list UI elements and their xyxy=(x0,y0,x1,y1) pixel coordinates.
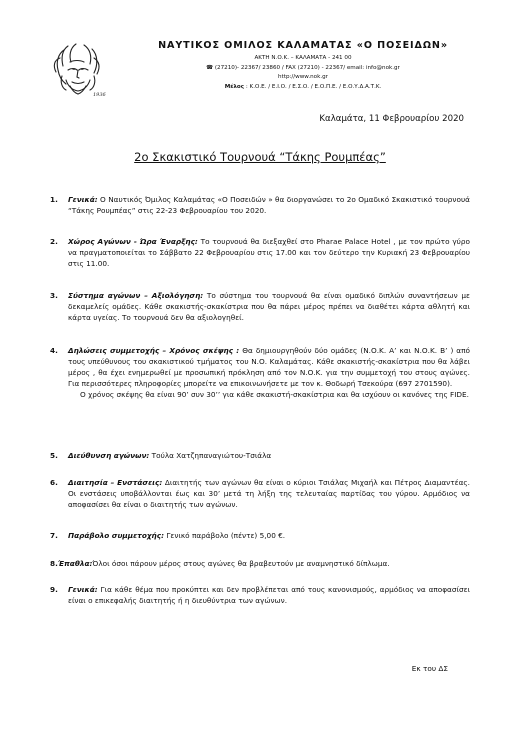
letterhead xyxy=(118,40,488,92)
section-venue-time xyxy=(50,236,470,269)
logo-year: 1936 xyxy=(93,92,106,98)
section-text: Διαιτητής των αγώνων θα είναι ο κύριοι Τσιάλας Μιχαήλ και Πέτρος Διαμαντέας. Οι ενστάσεις υποβάλλονται έως και 30’ μετά τη λήξη της τελευταίας παρτίδας του γύρου. Αρμόδιος να αποφασίσει θα είναι ο διαιτητής των αγώνων. xyxy=(68,478,470,509)
section-label: Διαιτησία – Ενστάσεις: xyxy=(68,478,163,487)
org-contact: ☎ (27210)- 22367/ 23860 / FAX (27210) - 22367/ email: info@nok.gr xyxy=(206,64,400,71)
section-text: Για κάθε θέμα που προκύπτει και δεν προβλέπεται από τους κανονισμούς, αρμόδιος να αποφασίσει είναι ο επικεφαλής διαιτητής ή η διευθύντρια των αγώνων. xyxy=(68,585,470,605)
document-title: 2ο Σκακιστικό Τουρνουά “Τάκης Ρουμπέας” xyxy=(134,150,386,164)
org-members xyxy=(118,83,488,93)
section-label: Σύστημα αγώνων – Αξιολόγηση: xyxy=(68,291,204,300)
signature-board: Εκ του ΔΣ xyxy=(411,664,448,673)
section-text-secondary: Ο χρόνος σκέψης θα είναι 90’ συν 30’’ για κάθε σκακιστή-σκακίστρια και θα ισχύουν οι κανόνες της FIDE. xyxy=(80,390,469,399)
section-prizes xyxy=(50,558,470,569)
members-label: Μέλος xyxy=(224,83,245,90)
section-number: 7. xyxy=(50,531,58,540)
section-number: 6. xyxy=(50,478,58,487)
section-general-notes xyxy=(50,584,470,606)
section-label: Γενικά: xyxy=(68,585,98,594)
section-number: 3. xyxy=(50,291,58,300)
section-entry-fee xyxy=(50,530,470,541)
section-label: Δηλώσεις συμμετοχής – Χρόνος σκέψης : xyxy=(68,346,240,355)
section-text: Ο Ναυτικός Όμιλος Καλαμάτας «Ο Ποσειδών » θα διοργανώσει το 2ο Ομαδικό Σκακιστικό τουρνουά “Τάκης Ρουμπέας” στις 22-23 Φεβρουαρίου του 2020. xyxy=(68,195,470,215)
section-number: 1. xyxy=(50,195,58,204)
section-general xyxy=(50,194,470,216)
section-text: Τούλα Χατζηπαναγιώτου-Τσιάλα xyxy=(151,451,272,460)
section-arbitration-appeals xyxy=(50,477,470,510)
section-label: Έπαθλα: xyxy=(57,559,93,568)
section-label: Γενικά: xyxy=(68,195,98,204)
org-website[interactable]: http://www.nok.gr xyxy=(278,74,328,80)
section-tournament-director xyxy=(50,450,470,461)
section-label: Παράβολο συμμετοχής: xyxy=(68,531,164,540)
section-number: 8. xyxy=(50,559,58,568)
document-date: Καλαμάτα, 11 Φεβρουαρίου 2020 xyxy=(319,114,464,124)
org-address: ΑΚΤΗ Ν.Ο.Κ. – ΚΑΛΑΜΑΤΑ - 241 00 xyxy=(254,55,352,61)
section-number: 2. xyxy=(50,237,58,246)
section-label: Χώρος Αγώνων - Ώρα Έναρξης: xyxy=(68,237,198,246)
section-text: Θα δημιουργηθούν δύο ομάδες (Ν.Ο.Κ. Α’ και Ν.Ο.Κ. Β’ ) από τους υπεύθυνους του σκακιστικού τμήματος του Ν.Ο. Καλαμάτας. Κάθε σκακιστής-σκακίστρια που θα λάβει μέρος , θα έχει ενημερωθεί με προσωπική πρόκληση από τον Ν.Ο.Κ. για την συμμετοχή του στους αγώνες. Για περισσότερες πληροφορίες μπορείτε να επικοινωνήσετε με τον κ. Θοδωρή Τσεκούρα (697 2701590). xyxy=(68,346,470,388)
section-number: 9. xyxy=(50,585,58,594)
section-registration-time-control xyxy=(50,345,470,400)
section-text: Όλοι όσοι πάρουν μέρος στους αγώνες θα βραβευτούν με αναμνηστικό δίπλωμα. xyxy=(92,559,390,568)
section-number: 4. xyxy=(50,346,58,355)
section-text: Γενικό παράβολο (πέντε) 5,00 €. xyxy=(166,531,286,540)
section-system-rating xyxy=(50,290,470,323)
section-label: Διεύθυνση αγώνων: xyxy=(68,451,150,460)
section-text: Το σύστημα του τουρνουά θα είναι ομαδικό διπλών συναντήσεων με δεκαμελείς ομάδες. Κάθε σκακιστής-σκακίστρια που θα πάρει μέρος πρέπει να διαθέτει κάρτα αθλητή και κάρτα υγείας. Το τουρνουά δεν θα αξιολογηθεί. xyxy=(68,291,470,322)
poseidon-logo xyxy=(48,40,106,98)
org-name: ΝΑΥΤΙΚΟΣ ΟΜΙΛΟΣ ΚΑΛΑΜΑΤΑΣ «Ο ΠΟΣΕΙΔΩΝ» xyxy=(158,40,448,51)
section-number: 5. xyxy=(50,451,58,460)
section-text: Το τουρνουά θα διεξαχθεί στο Pharae Palace Hotel , με τον πρώτο γύρο να πραγματοποιείται το Σάββατο 22 Φεβρουαρίου στις 17.00 και τον δεύτερο την Κυριακή 23 Φεβρουαρίου στις 11.00. xyxy=(68,237,470,268)
members-list: : Κ.Ο.Ε. / Ε.Ι.Ο. / Ε.Σ.Ο. / Ε.Ο.Π.Ε. / Ε.Ο.Υ.Δ.Α.Τ.Κ. xyxy=(245,83,382,90)
